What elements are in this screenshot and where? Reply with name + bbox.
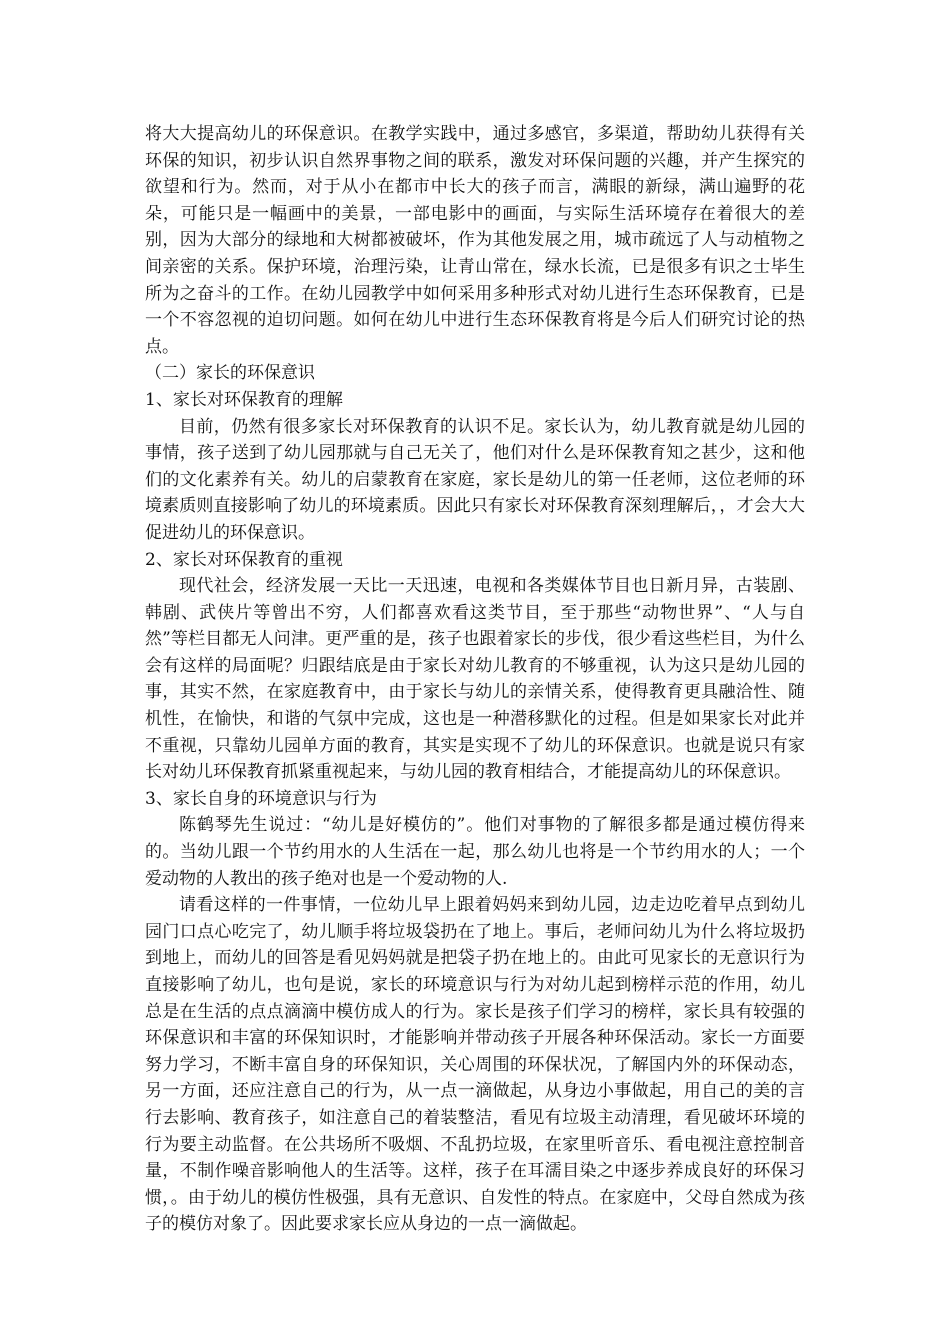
item-heading-3: 3、家长自身的环境意识与行为 xyxy=(145,788,377,809)
document-body xyxy=(145,121,805,1238)
item-heading-1: 1、家长对环保教育的理解 xyxy=(145,389,343,410)
section-heading-parents-awareness: （二）家长的环保意识 xyxy=(145,363,315,384)
paragraph-intro-continued: 将大大提高幼儿的环保意识。在教学实践中，通过多感官，多渠道，帮助幼儿获得有关环保的知识，初步认识自然界事物之间的联系，激发对环保问题的兴趣，并产生探究的欲望和行为。然而，对于从小在都市中长大的孩子而言，满眼的新绿，满山遍野的花朵，可能只是一幅画中的美景，一部电影中的画面，与实际生活环境存在着很大的差别，因为大部分的绿地和大树都被破坏，作为其他发展之用，城市疏远了人与动植物之间亲密的关系。保护环境，治理污染，让青山常在，绿水长流，已是很多有识之士毕生所为之奋斗的工作。在幼儿园教学中如何采用多种形式对幼儿进行生态环保教育，已是一个不容忽视的迫切问题。如何在幼儿中进行生态环保教育将是今后人们研究讨论的热点。 xyxy=(145,124,805,357)
paragraph-example: 请看这样的一件事情，一位幼儿早上跟着妈妈来到幼儿园，边走边吃着早点到幼儿园门口点心吃完了，幼儿顺手将垃圾袋扔在了地上。事后，老师问幼儿为什么将垃圾扔到地上，而幼儿的回答是看见妈妈就是把袋子扔在地上的。由此可见家长的无意识行为直接影响了幼儿，也句是说，家长的环境意识与行为对幼儿起到榜样示范的作用，幼儿总是在生活的点点滴滴中模仿成人的行为。家长是孩子们学习的榜样，家长具有较强的环保意识和丰富的环保知识时，才能影响并带动孩子开展各种环保活动。家长一方面要努力学习，不断丰富自身的环保知识，关心周围的环保状况，了解国内外的环保动态，另一方面，还应注意自己的行为，从一点一滴做起，从身边小事做起，用自己的美的言行去影响、教育孩子，如注意自己的着装整洁，看见有垃圾主动清理，看见破坏环境的行为要主动监督。在公共场所不吸烟、不乱扔垃圾，在家里听音乐、看电视注意控制音量，不制作噪音影响他人的生活等。这样，孩子在耳濡目染之中逐步养成良好的环保习惯，。由于幼儿的模仿性极强，具有无意识、自发性的特点。在家庭中，父母自然成为孩子的模仿对象了。因此要求家长应从身边的一点一滴做起。 xyxy=(145,895,805,1235)
paragraph-understanding: 目前，仍然有很多家长对环保教育的认识不足。家长认为，幼儿教育就是幼儿园的事情，孩子送到了幼儿园那就与自己无关了，他们对什么是环保教育知之甚少，这和他们的文化素养有关。幼儿的启蒙教育在家庭，家长是幼儿的第一任老师，这位老师的环境素质则直接影响了幼儿的环境素质。因此只有家长对环保教育深刻理解后，，才会大大促进幼儿的环保意识。 xyxy=(145,416,805,543)
paragraph-quote: 陈鹤琴先生说过：“幼儿是好模仿的”。他们对事物的了解很多都是通过模仿得来的。当幼儿跟一个节约用水的人生活在一起，那么幼儿也将是一个节约用水的人；一个爱动物的人教出的孩子绝对也是一个爱动物的人. xyxy=(145,815,805,889)
item-heading-2: 2、家长对环保教育的重视 xyxy=(145,549,343,570)
paragraph-attention: 现代社会，经济发展一天比一天迅速，电视和各类媒体节目也日新月异，古装剧、韩剧、武侠片等曾出不穷，人们都喜欢看这类节目，至于那些“动物世界”、“人与自然”等栏目都无人问津。更严重的是，孩子也跟着家长的步伐，很少看这些栏目，为什么会有这样的局面呢？归跟结底是由于家长对幼儿教育的不够重视，认为这只是幼儿园的事，其实不然，在家庭教育中，由于家长与幼儿的亲情关系，使得教育更具融洽性、随机性，在愉快，和谐的气氛中完成，这也是一种潜移默化的过程。但是如果家长对此并不重视，只靠幼儿园单方面的教育，其实是实现不了幼儿的环保意识。也就是说只有家长对幼儿环保教育抓紧重视起来，与幼儿园的教育相结合，才能提高幼儿的环保意识。 xyxy=(145,576,805,783)
